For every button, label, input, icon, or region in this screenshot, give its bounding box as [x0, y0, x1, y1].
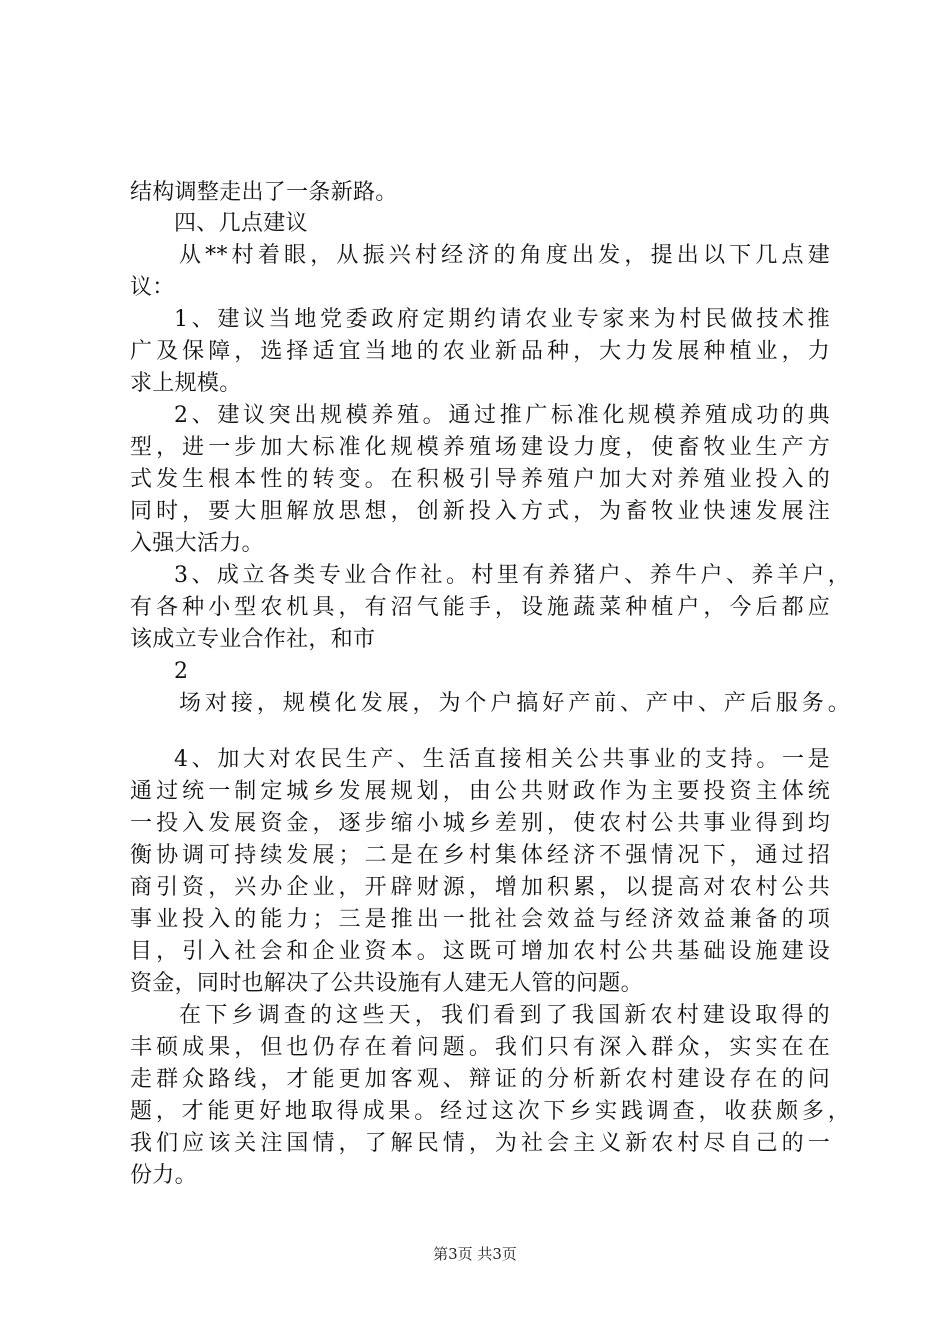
page-number-inline: 2	[174, 659, 189, 684]
text-line: 份力。	[130, 1163, 197, 1188]
page-footer: 第3页 共3页	[433, 1245, 517, 1263]
text-line: 该成立专业合作社，和市	[130, 627, 376, 652]
text-line: 结构调整走出了一条新路。	[130, 180, 398, 205]
text-line: 事业投入的能力；三是推出一批社会效益与经济效益兼备的项	[130, 907, 830, 932]
section-heading: 四、几点建议	[174, 211, 308, 236]
text-line: 通过统一制定城乡发展规划，由公共财政作为主要投资主体统	[130, 779, 830, 804]
text-line: 走群众路线，才能更加客观、辩证的分析新农村建设存在的问	[130, 1067, 830, 1092]
text-line: 商引资，兴办企业，开辟财源，增加积累，以提高对农村公共	[130, 875, 830, 900]
text-line: 我们应该关注国情，了解民情，为社会主义新农村尽自己的一	[130, 1131, 830, 1156]
text-line: 丰硕成果，但也仍存在着问题。我们只有深入群众，实实在在	[130, 1035, 830, 1060]
text-line: 场对接，规模化发展，为个户搞好产前、产中、产后服务。	[179, 691, 850, 716]
text-line: 4、加大对农民生产、生活直接相关公共事业的支持。一是	[174, 747, 830, 772]
text-line: 广及保障，选择适宜当地的农业新品种，大力发展种植业，力	[130, 339, 830, 364]
text-line: 式发生根本性的转变。在积极引导养殖户加大对养殖业投入的	[130, 467, 830, 492]
text-line: 1、建议当地党委政府定期约请农业专家来为村民做技术推	[174, 307, 830, 332]
text-line: 一投入发展资金，逐步缩小城乡差别，使农村公共事业得到均	[130, 811, 830, 836]
text-line: 2、建议突出规模养殖。通过推广标准化规模养殖成功的典	[174, 403, 830, 428]
text-line: 资金，同时也解决了公共设施有人建无人管的问题。	[130, 971, 643, 996]
text-line: 入强大活力。	[130, 531, 264, 556]
text-line: 3、成立各类专业合作社。村里有养猪户、养牛户、养羊户，	[174, 563, 850, 588]
text-line: 同时，要大胆解放思想，创新投入方式，为畜牧业快速发展注	[130, 499, 830, 524]
text-line: 型，进一步加大标准化规模养殖场建设力度，使畜牧业生产方	[130, 435, 830, 460]
text-line: 有各种小型农机具，有沼气能手，设施蔬菜种植户，今后都应	[130, 595, 830, 620]
text-line: 衡协调可持续发展；二是在乡村集体经济不强情况下，通过招	[130, 843, 830, 868]
text-line: 从**村着眼，从振兴村经济的角度出发，提出以下几点建	[179, 243, 830, 268]
text-line: 目，引入社会和企业资本。这既可增加农村公共基础设施建设	[130, 939, 830, 964]
text-line: 议：	[130, 275, 175, 300]
text-line: 在下乡调查的这些天，我们看到了我国新农村建设取得的	[179, 1003, 830, 1028]
text-line: 题，才能更好地取得成果。经过这次下乡实践调查，收获颇多，	[130, 1099, 850, 1124]
text-line: 求上规模。	[130, 371, 242, 396]
